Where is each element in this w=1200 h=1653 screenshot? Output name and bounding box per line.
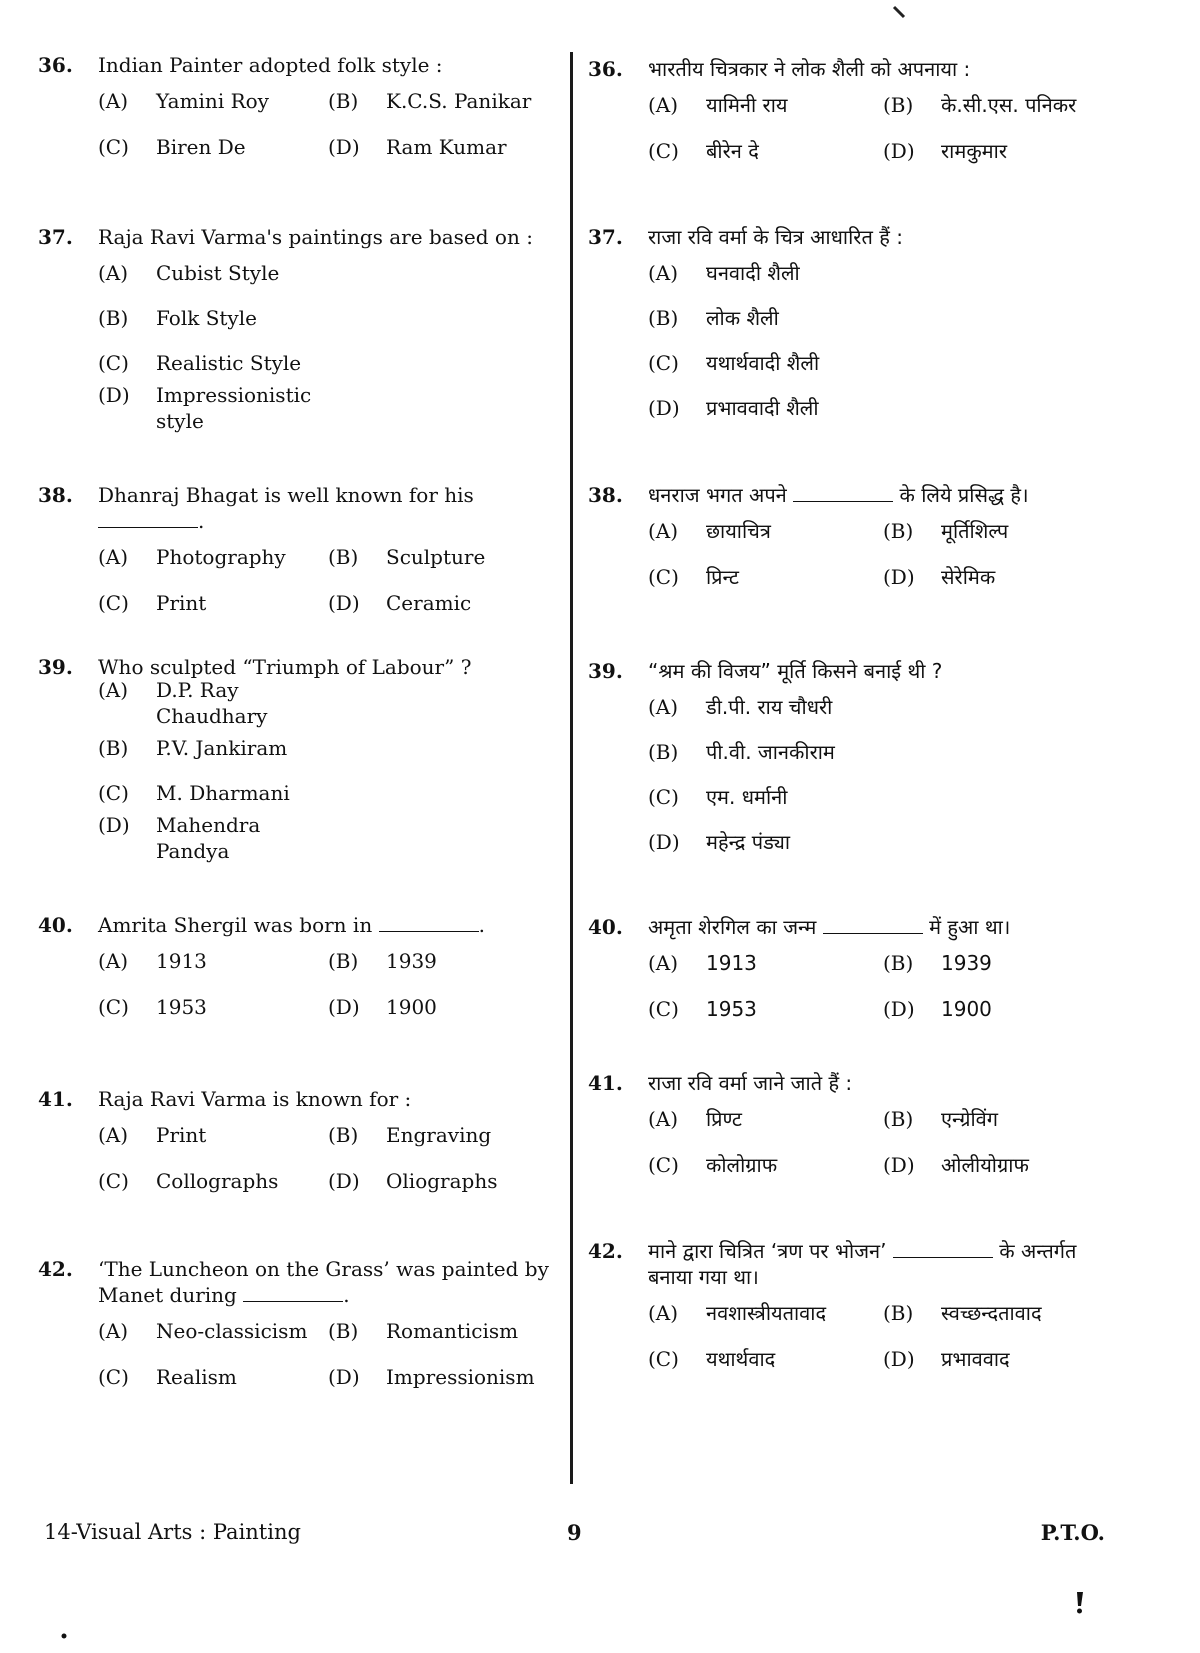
options-row [98,340,558,385]
question-text: Raja Ravi Varma is known for : [98,1087,412,1111]
option-label: (A) [648,1301,679,1325]
option-c [648,784,888,810]
option-text: Cubist Style [156,260,280,285]
option-label: (B) [328,545,359,569]
options-list [648,940,1118,1032]
question-number: 38. [588,483,623,507]
option-label: (A) [98,1123,129,1147]
option-text: Oliographs [386,1169,498,1193]
options-row [648,940,1118,986]
footer-pto: P.T.O. [1040,1520,1105,1545]
question-41 [588,1070,1118,1188]
options-row [98,295,558,340]
question-number: 41. [38,1087,73,1111]
question-text: भारतीय चित्रकार ने लोक शैली को अपनाया : [648,57,971,81]
question-stem [38,482,558,534]
option-label: (B) [98,305,129,330]
option-label: (A) [98,89,129,113]
option-text: Realism [156,1365,237,1389]
options-row [648,1142,1118,1188]
option-d [648,395,888,421]
options-row [648,340,1118,385]
options-row [648,508,1118,554]
option-text: बीरेन दे [706,139,759,163]
option-label: (B) [648,305,679,330]
option-text: स्वच्छन्दतावाद [941,1301,1042,1325]
option-label: (C) [648,350,679,375]
option-label: (B) [328,949,359,973]
option-label: (A) [648,93,679,117]
option-a [98,260,338,286]
option-label: (A) [648,694,679,719]
options-list [98,1308,558,1400]
option-label: (D) [883,565,915,589]
question-text-after: . [343,1283,350,1307]
page-number: 9 [567,1520,582,1545]
options-row [98,677,558,728]
option-label: (D) [328,1169,360,1193]
option-c [648,564,883,590]
option-label: (C) [98,591,129,615]
option-text: 1939 [941,951,992,975]
option-d [328,134,558,160]
option-a [98,677,338,729]
option-label: (B) [328,1319,359,1343]
question-number: 39. [38,655,73,679]
question-36 [588,56,1118,174]
option-text: 1913 [156,949,207,973]
question-number: 37. [38,225,73,249]
option-text: एम. धर्मानी [706,784,788,809]
option-text: Mahendra Pandya [156,812,261,863]
option-label: (A) [98,545,129,569]
option-label: (A) [648,519,679,543]
option-text: Romanticism [386,1319,519,1343]
option-label: (B) [883,519,914,543]
option-c [98,1364,328,1390]
option-d [883,1152,1118,1178]
option-text: लोक शैली [706,305,779,330]
options-list [648,250,1118,430]
option-text: D.P. Ray Chaudhary [156,677,268,728]
option-text: Ram Kumar [386,135,507,159]
option-c [98,134,328,160]
options-row [648,774,1118,819]
question-stem [588,914,1118,940]
option-text: प्रिण्ट [706,1107,742,1131]
option-b [328,88,558,114]
options-row [648,250,1118,295]
question-stem [588,658,1118,684]
option-label: (B) [648,739,679,764]
option-text: 1900 [386,995,437,1019]
question-number: 38. [38,483,73,507]
option-text: Print [156,591,207,615]
option-c [98,1168,328,1194]
option-c [98,350,338,376]
options-row [648,385,1118,430]
option-label: (C) [98,780,129,805]
option-b [328,544,558,570]
question-41 [38,1086,558,1204]
option-label: (A) [648,260,679,285]
option-label: (D) [648,395,680,420]
option-text: घनवादी शैली [706,260,800,285]
option-text: महेन्द्र पंड्या [706,829,791,854]
scan-mark [892,4,908,20]
option-text: Photography [156,545,286,569]
option-label: (D) [98,812,130,837]
option-text: 1900 [941,997,992,1021]
option-a [98,544,328,570]
fill-blank [379,915,479,932]
option-a [98,1122,328,1148]
option-text: के.सी.एस. पनिकर [941,93,1077,117]
question-number: 37. [588,225,623,249]
option-d [98,382,338,434]
option-label: (C) [648,997,679,1021]
option-label: (D) [328,135,360,159]
options-row [98,1354,558,1400]
options-list [98,78,558,170]
option-text: Neo-classicism [156,1319,308,1343]
question-stem [588,56,1118,82]
options-row [648,1096,1118,1142]
option-b [98,735,338,761]
option-d [648,829,888,855]
option-text: यामिनी राय [706,93,788,117]
option-a [648,92,883,118]
option-d [328,1364,558,1390]
option-b [328,948,558,974]
question-text: “श्रम की विजय” मूर्ति किसने बनाई थी ? [648,659,943,683]
option-b [328,1318,558,1344]
option-c [648,138,883,164]
options-list [98,250,558,433]
option-b [98,305,338,331]
question-text [98,1256,558,1308]
options-row [98,725,558,770]
question-text [648,914,1118,940]
option-label: (A) [98,260,129,285]
option-a [648,950,883,976]
option-b [883,1106,1118,1132]
options-row [98,124,558,170]
options-row [98,938,558,984]
option-c [98,590,328,616]
option-b [883,92,1118,118]
options-row [648,82,1118,128]
question-number: 42. [38,1257,73,1281]
option-label: (A) [98,677,129,702]
options-list [648,508,1118,600]
option-label: (D) [328,591,360,615]
question-text-after: के लिये प्रसिद्ध है। [899,483,1029,507]
question-37 [38,224,558,433]
option-text: कोलोग्राफ [706,1153,778,1177]
options-row [648,1290,1118,1336]
fill-blank [243,1285,343,1302]
question-36 [38,52,558,170]
option-d [328,590,558,616]
option-c [98,994,328,1020]
question-38 [588,482,1118,600]
question-42 [38,1256,558,1400]
question-text-before: धनराज भगत अपने [648,483,787,507]
option-label: (D) [883,997,915,1021]
option-c [648,350,888,376]
option-d [883,564,1118,590]
question-text [98,482,558,534]
options-row [98,250,558,295]
question-stem [588,224,1118,250]
option-text: Impressionism [386,1365,535,1389]
option-a [98,1318,328,1344]
options-row [648,554,1118,600]
options-row [98,984,558,1030]
option-label: (B) [883,1107,914,1131]
options-list [98,938,558,1030]
option-d [883,1346,1118,1372]
question-text-after: . [478,913,485,937]
option-label: (C) [98,350,129,375]
option-text: डी.पी. राय चौधरी [706,694,833,719]
options-row [648,1336,1118,1382]
option-label: (C) [648,1153,679,1177]
options-row [648,729,1118,774]
option-label: (B) [328,1123,359,1147]
question-text [648,482,1118,508]
option-b [883,518,1118,544]
option-label: (B) [883,93,914,117]
options-row [98,580,558,626]
question-number: 40. [38,913,73,937]
option-label: (D) [883,1153,915,1177]
option-text: यथार्थवाद [706,1347,776,1371]
question-text-before: ‘The Luncheon on the Grass’ was painted by Manet during [98,1257,549,1307]
option-text: प्रिन्ट [706,565,739,589]
option-b [883,1300,1118,1326]
option-label: (B) [883,1301,914,1325]
option-c [648,996,883,1022]
options-row [98,382,558,433]
scan-mark [1072,1590,1088,1616]
option-c [648,1152,883,1178]
option-label: (B) [328,89,359,113]
question-40 [38,912,558,1030]
option-a [648,1300,883,1326]
scan-mark [60,1632,68,1640]
option-label: (A) [98,1319,129,1343]
option-label: (C) [98,135,129,159]
option-text: Engraving [386,1123,492,1147]
option-label: (D) [328,995,360,1019]
column-divider [570,52,573,1484]
fill-blank [823,917,923,934]
question-text-before: अमृता शेरगिल का जन्म [648,915,817,939]
question-text [98,912,558,938]
options-row [98,812,558,863]
option-text: ओलीयोग्राफ [941,1153,1029,1177]
question-number: 39. [588,659,623,683]
question-text-after: में हुआ था। [929,915,1011,939]
question-number: 36. [588,57,623,81]
question-stem [38,1256,558,1308]
question-stem [588,482,1118,508]
options-list [648,1096,1118,1188]
options-row [648,986,1118,1032]
question-text [648,1238,1118,1290]
option-text: Sculpture [386,545,486,569]
option-text: पी.वी. जानकीराम [706,739,835,764]
question-number: 42. [588,1239,623,1263]
option-label: (D) [883,139,915,163]
option-d [883,996,1118,1022]
option-text: यथार्थवादी शैली [706,350,820,375]
option-label: (D) [98,382,130,407]
options-list [98,677,558,863]
options-list [98,534,558,626]
question-stem [588,1070,1118,1096]
option-text: 1913 [706,951,757,975]
option-a [98,88,328,114]
options-row [648,295,1118,340]
option-a [648,260,888,286]
question-text-before: Dhanraj Bhagat is well known for his [98,483,474,507]
option-label: (B) [98,735,129,760]
option-text: Realistic Style [156,350,302,375]
option-text: नवशास्त्रीयतावाद [706,1301,827,1325]
question-number: 40. [588,915,623,939]
option-text: मूर्तिशिल्प [941,519,1009,543]
option-b [648,305,888,331]
question-text: राजा रवि वर्मा के चित्र आधारित हैं : [648,225,903,249]
option-label: (C) [648,784,679,809]
question-text: राजा रवि वर्मा जाने जाते हैं : [648,1071,853,1095]
option-label: (C) [648,565,679,589]
option-text: प्रभाववादी शैली [706,395,819,420]
option-d [328,1168,558,1194]
option-text: सेरेमिक [941,565,996,589]
options-row [98,1112,558,1158]
option-text: रामकुमार [941,139,1007,163]
option-d [98,812,338,864]
option-text: प्रभाववाद [941,1347,1010,1371]
option-text: Impressionistic style [156,382,312,433]
option-text: P.V. Jankiram [156,735,288,760]
option-label: (C) [98,1169,129,1193]
options-list [98,1112,558,1204]
option-text: Folk Style [156,305,257,330]
options-row [98,770,558,815]
option-label: (C) [98,1365,129,1389]
option-d [328,994,558,1020]
question-42 [588,1238,1118,1382]
question-stem [38,912,558,938]
options-row [648,819,1118,864]
options-list [648,1290,1118,1382]
option-a [648,694,888,720]
question-number: 36. [38,53,73,77]
options-row [648,684,1118,729]
option-text: Yamini Roy [156,89,269,113]
question-40 [588,914,1118,1032]
option-a [648,1106,883,1132]
options-row [98,1158,558,1204]
option-text: छायाचित्र [706,519,771,543]
options-row [98,1308,558,1354]
question-text-after: . [198,509,205,533]
option-label: (A) [648,1107,679,1131]
option-label: (A) [648,951,679,975]
question-38 [38,482,558,626]
option-b [328,1122,558,1148]
question-text-before: माने द्वारा चित्रित ‘त्रण पर भोजन’ [648,1239,887,1263]
option-text: 1953 [706,997,757,1021]
fill-blank [893,1241,993,1258]
footer-subject: 14-Visual Arts : Painting [44,1520,301,1544]
option-label: (D) [883,1347,915,1371]
options-list [648,82,1118,174]
option-label: (C) [648,1347,679,1371]
option-label: (D) [328,1365,360,1389]
question-stem [38,1086,558,1112]
option-c [648,1346,883,1372]
option-text: Biren De [156,135,246,159]
option-b [648,739,888,765]
option-b [883,950,1118,976]
question-stem [588,1238,1118,1290]
option-text: 1953 [156,995,207,1019]
option-label: (B) [883,951,914,975]
question-number: 41. [588,1071,623,1095]
options-row [648,128,1118,174]
question-text-after: के अन्तर्गत बनाया गया था। [648,1239,1077,1289]
question-stem [38,224,558,250]
option-label: (C) [648,139,679,163]
option-text: 1939 [386,949,437,973]
fill-blank [98,511,198,528]
question-text: Raja Ravi Varma's paintings are based on : [98,225,533,249]
option-a [98,948,328,974]
option-label: (C) [98,995,129,1019]
option-label: (D) [648,829,680,854]
question-37 [588,224,1118,430]
option-a [648,518,883,544]
question-stem [38,52,558,78]
question-39 [588,658,1118,864]
fill-blank [793,485,893,502]
question-39 [38,654,558,863]
question-text-before: Amrita Shergil was born in [98,913,373,937]
option-text: K.C.S. Panikar [386,89,532,113]
options-list [648,684,1118,864]
option-text: M. Dharmani [156,780,290,805]
question-text: Indian Painter adopted folk style : [98,53,443,77]
option-text: Ceramic [386,591,472,615]
question-text: Who sculpted “Triumph of Labour” ? [98,655,472,679]
option-text: Collographs [156,1169,279,1193]
option-d [883,138,1118,164]
option-text: Print [156,1123,207,1147]
option-c [98,780,338,806]
option-text: एन्ग्रेविंग [941,1107,999,1131]
options-row [98,534,558,580]
option-label: (A) [98,949,129,973]
options-row [98,78,558,124]
